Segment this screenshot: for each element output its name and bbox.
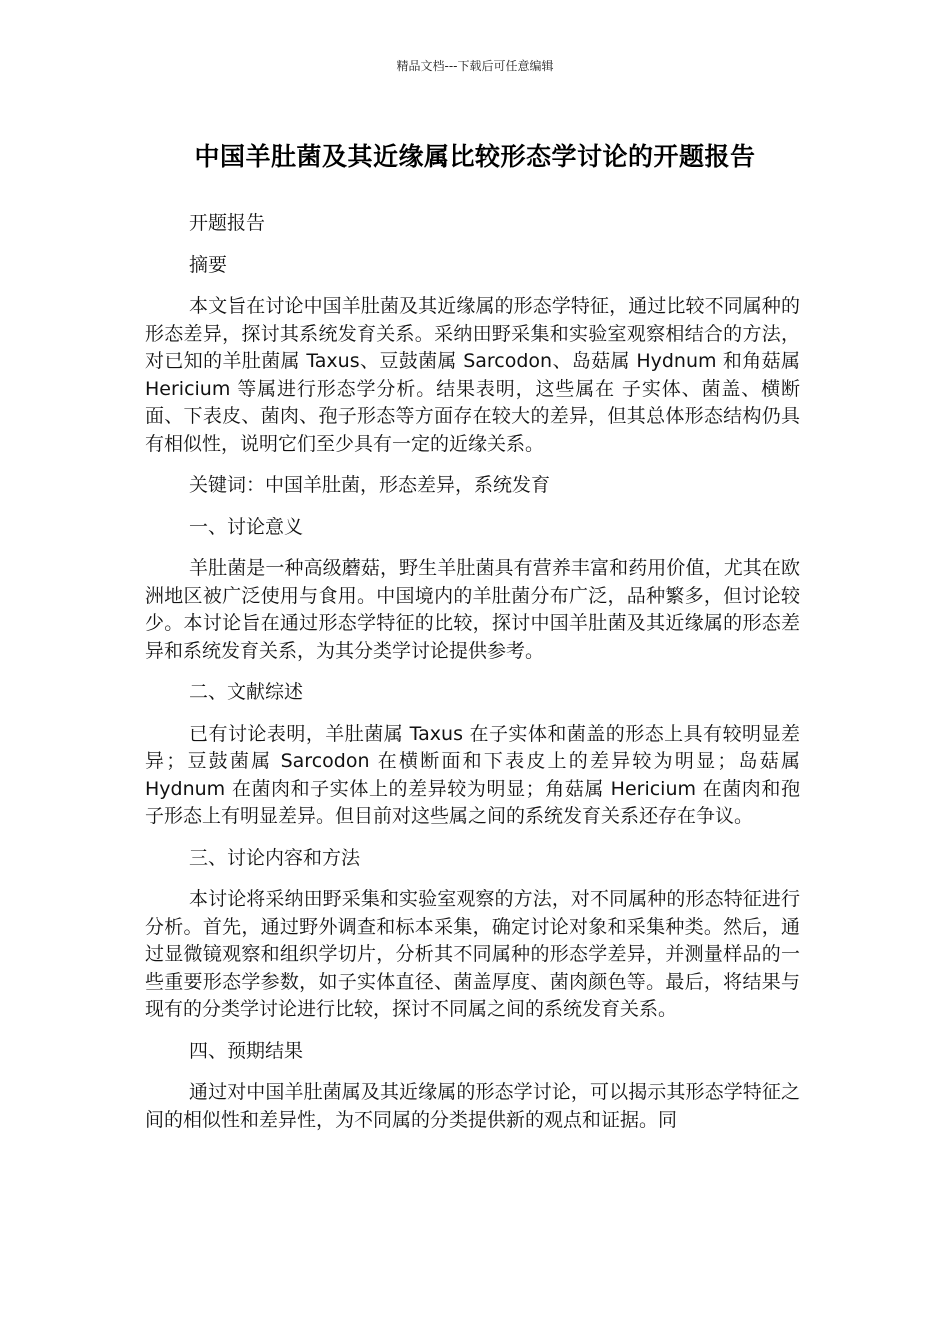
label-abstract: 摘要 [189,253,228,276]
section-heading-expected: 四、预期结果 [189,1039,304,1062]
label-report: 开题报告 [189,212,266,234]
section-paragraph-expected: 通过对中国羊肚菌属及其近缘属的形态学讨论，可以揭示其形态学特征之间的相似性和差异性，为不同属的分类提供新的观点和证据。同 [145,1081,800,1131]
section-heading-significance: 一、讨论意义 [189,515,304,538]
section-paragraph-significance: 羊肚菌是一种高级蘑菇，野生羊肚菌具有营养丰富和药用价值，尤其在欧洲地区被广泛使用与食用。中国境内的羊肚菌分布广泛，品种繁多，但讨论较少。本讨论旨在通过形态学特征的比较，探讨中国羊肚菌及其近缘属的形态差异和系统发育关系，为其分类学讨论提供参考。 [145,557,800,662]
section-heading-methods: 三、讨论内容和方法 [189,846,361,869]
keywords-line: 关键词：中国羊肚菌，形态差异，系统发育 [189,474,551,496]
document-title: 中国羊肚菌及其近缘属比较形态学讨论的开题报告 [194,142,756,171]
abstract-paragraph: 本文旨在讨论中国羊肚菌及其近缘属的形态学特征，通过比较不同属种的形态差异，探讨其系统发育关系。采纳田野采集和实验室观察相结合的方法，对已知的羊肚菌属 Taxus、豆鼓菌属 Sarcodon、岛菇属 Hydnum 和角菇属 Hericium 等属进行形态学分析。结果表明，这些属在 子实体、菌盖、横断面、下表皮、菌肉、孢子形态等方面存在较大的差异，但其总体形态结构仍具有相似性，说明它们至少具有一定的近缘关系。 [145,295,800,455]
document-body [145,210,800,1148]
section-heading-literature: 二、文献综述 [189,681,304,703]
header-note: 精品文档---下载后可任意编辑 [396,59,554,73]
section-paragraph-literature: 已有讨论表明，羊肚菌属 Taxus 在子实体和菌盖的形态上具有较明显差异；豆鼓菌属 Sarcodon 在横断面和下表皮上的差异较为明显；岛菇属 Hydnum 在菌肉和子实体上的差异较为明显；角菇属 Hericium 在菌肉和孢子形态上有明显差异。但目前对这些属之间的系统发育关系还存在争议。 [145,722,800,827]
section-paragraph-methods: 本讨论将采纳田野采集和实验室观察的方法，对不同属种的形态特征进行分析。首先，通过野外调查和标本采集，确定讨论对象和采集种类。然后，通过显微镜观察和组织学切片，分析其不同属种的形态学差异，并测量样品的一些重要形态学参数，如子实体直径、菌盖厚度、菌肉颜色等。最后，将结果与现有的分类学讨论进行比较，探讨不同属之间的系统发育关系。 [145,888,800,1020]
